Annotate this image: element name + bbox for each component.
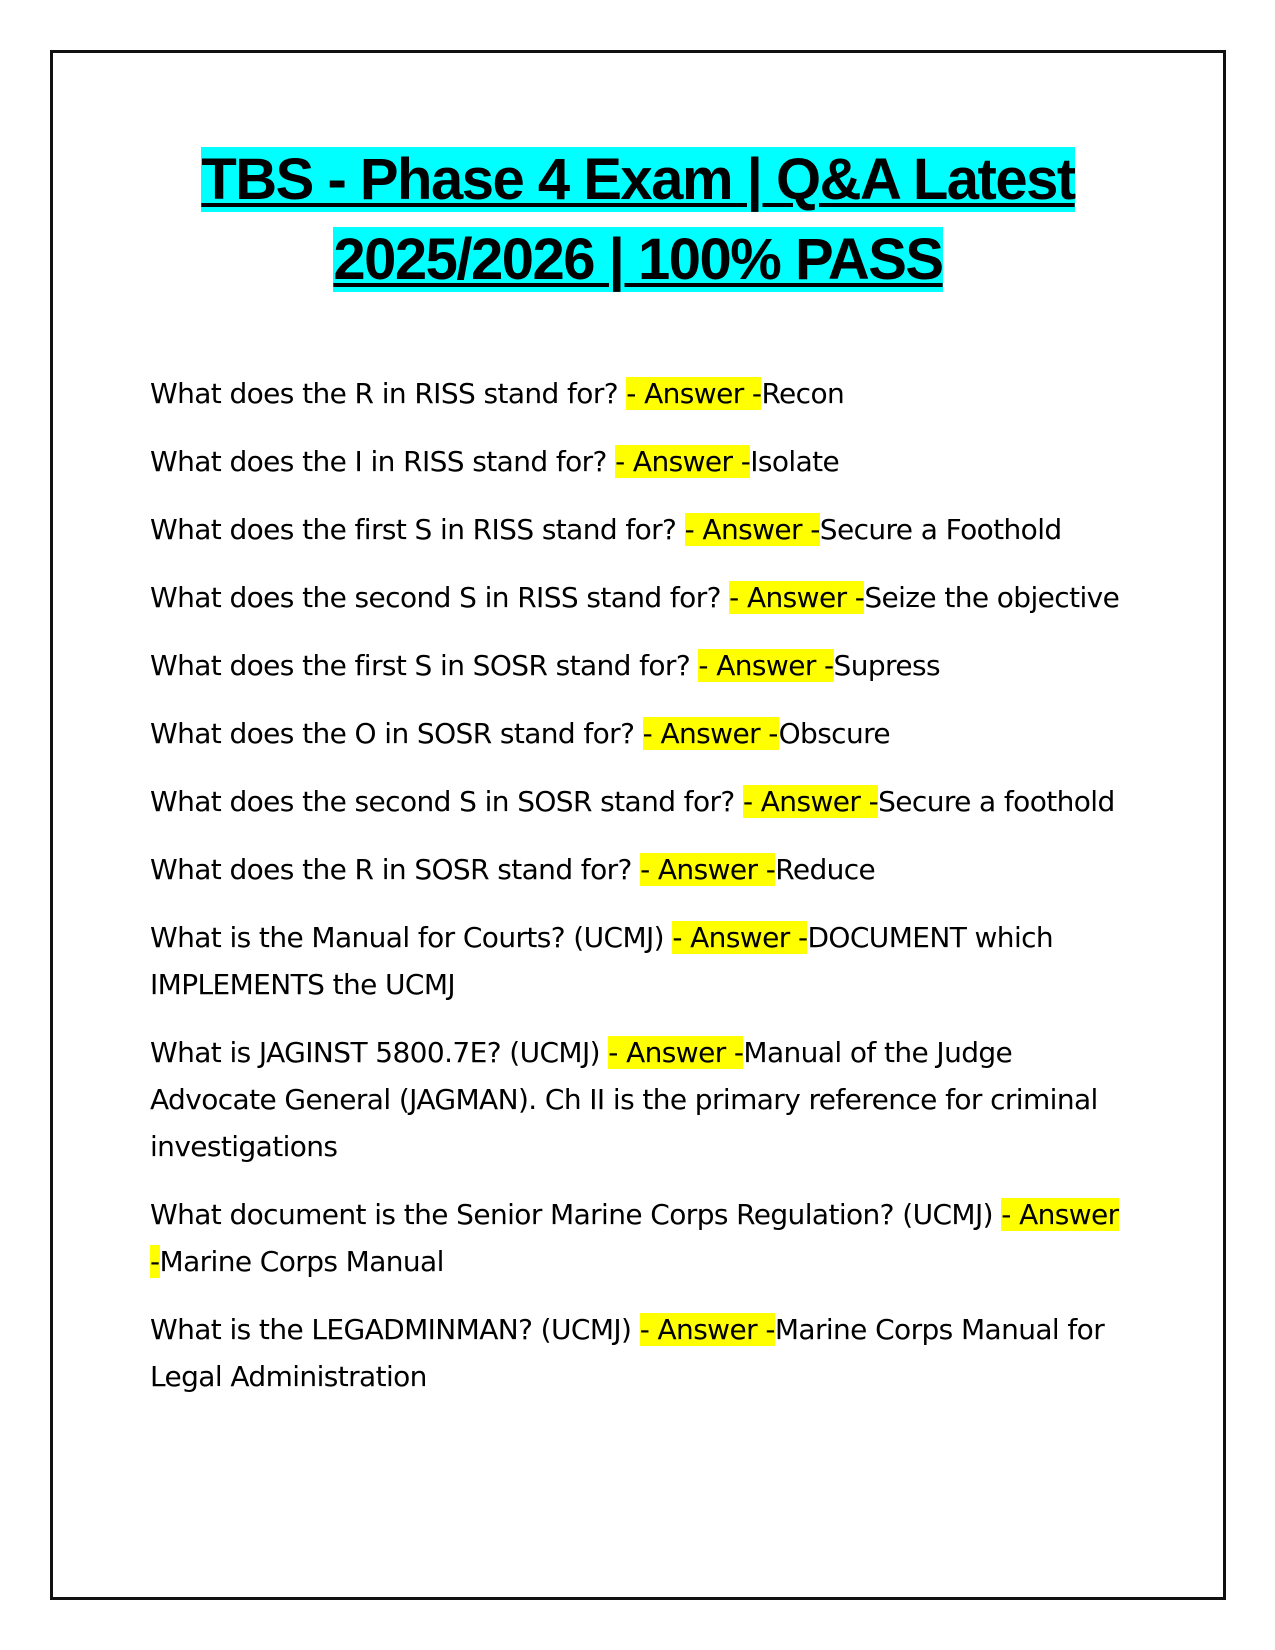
- answer-text: Manual of the Judge Advocate General (JAGMAN). Ch II is the primary reference for criminal investigations: [150, 1036, 1098, 1163]
- answer-marker: - Answer -: [642, 717, 779, 750]
- question-text: What does the first S in SOSR stand for?: [150, 649, 699, 682]
- question-text: What does the R in SOSR stand for?: [150, 853, 641, 886]
- answer-text: Recon: [761, 377, 845, 410]
- question-text: What does the R in RISS stand for?: [150, 377, 627, 410]
- question-text: What document is the Senior Marine Corps Regulation? (UCMJ): [150, 1198, 1002, 1231]
- answer-text: Supress: [833, 649, 940, 682]
- qa-item: [150, 438, 1130, 485]
- qa-item: [150, 846, 1130, 893]
- qa-list: [150, 370, 1130, 1421]
- answer-marker: - Answer -: [150, 1198, 1119, 1278]
- qa-item: [150, 506, 1130, 553]
- answer-marker: - Answer -: [608, 1036, 744, 1069]
- answer-text: Obscure: [778, 717, 891, 750]
- qa-item: [150, 914, 1130, 1008]
- answer-marker: - Answer -: [626, 377, 762, 410]
- question-text: What does the I in RISS stand for?: [150, 445, 616, 478]
- answer-marker: - Answer -: [729, 581, 865, 614]
- question-text: What is the Manual for Courts? (UCMJ): [150, 921, 673, 954]
- question-text: What is JAGINST 5800.7E? (UCMJ): [150, 1036, 609, 1069]
- answer-text: DOCUMENT which IMPLEMENTS the UCMJ: [150, 921, 1054, 1001]
- answer-text: Seize the objective: [864, 581, 1120, 614]
- answer-marker: - Answer -: [640, 853, 776, 886]
- answer-text: Secure a foothold: [878, 785, 1115, 818]
- answer-marker: - Answer -: [742, 785, 879, 818]
- question-text: What does the second S in RISS stand for?: [150, 581, 730, 614]
- answer-marker: - Answer -: [698, 649, 834, 682]
- answer-marker: - Answer -: [615, 445, 751, 478]
- answer-marker: - Answer -: [684, 513, 820, 546]
- question-text: What is the LEGADMINMAN? (UCMJ): [150, 1313, 640, 1346]
- qa-item: [150, 1306, 1130, 1400]
- answer-text: Reduce: [775, 853, 876, 886]
- question-text: What does the second S in SOSR stand for?: [150, 785, 743, 818]
- qa-item: [150, 370, 1130, 417]
- document-title: [100, 140, 1176, 300]
- qa-item: [150, 1029, 1130, 1170]
- qa-item: [150, 574, 1130, 621]
- answer-text: Secure a Foothold: [819, 513, 1062, 546]
- qa-item: [150, 642, 1130, 689]
- answer-marker: - Answer -: [672, 921, 808, 954]
- qa-item: [150, 778, 1130, 825]
- question-text: What does the first S in RISS stand for?: [150, 513, 685, 546]
- document-title-text: TBS - Phase 4 Exam | Q&A Latest 2025/2026 | 100% PASS: [201, 147, 1075, 292]
- qa-item: [150, 1191, 1130, 1285]
- answer-text: Marine Corps Manual: [159, 1245, 444, 1278]
- answer-text: Marine Corps Manual for Legal Administration: [150, 1313, 1105, 1393]
- qa-item: [150, 710, 1130, 757]
- answer-marker: - Answer -: [639, 1313, 775, 1346]
- answer-text: Isolate: [750, 445, 840, 478]
- question-text: What does the O in SOSR stand for?: [150, 717, 643, 750]
